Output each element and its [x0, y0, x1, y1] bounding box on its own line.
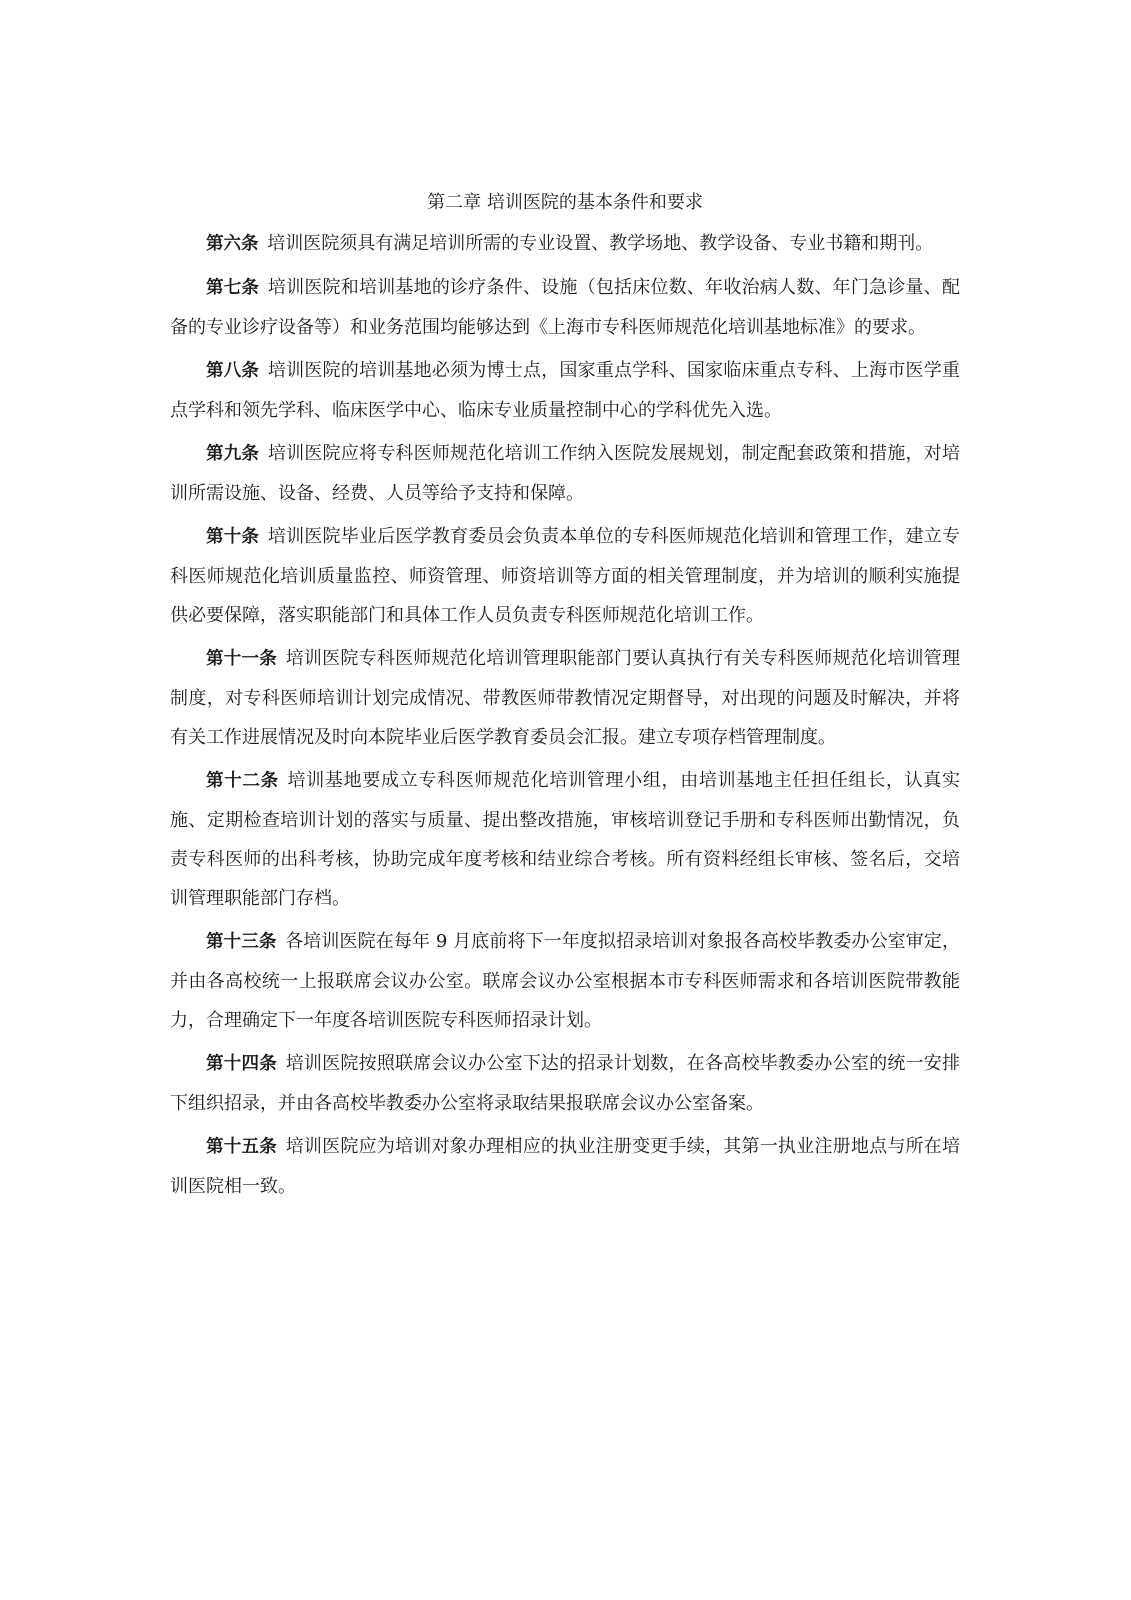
article-10: [170, 517, 960, 635]
article-number: 第十一条: [206, 649, 277, 669]
article-text: 培训医院应将专科医师规范化培训工作纳入医院发展规划，制定配套政策和措施，对培训所需设施、设备、经费、人员等给予支持和保障。: [170, 443, 960, 504]
article-12: [170, 761, 960, 918]
article-6: [170, 224, 960, 264]
article-number: 第十条: [206, 527, 260, 547]
article-text: 培训医院应为培训对象办理相应的执业注册变更手续，其第一执业注册地点与所在培训医院相一致。: [170, 1136, 961, 1197]
article-text: 培训医院按照联席会议办公室下达的招录计划数，在各高校毕教委办公室的统一安排下组织招录，并由各高校毕教委办公室将录取结果报联席会议办公室备案。: [170, 1053, 961, 1114]
article-number: 第十二条: [206, 771, 279, 791]
article-11: [170, 639, 960, 757]
article-8: [170, 351, 960, 430]
article-text: 培训医院须具有满足培训所需的专业设置、教学场地、教学设备、专业书籍和期刊。: [267, 233, 934, 254]
article-number: 第九条: [206, 444, 260, 464]
article-text: 培训基地要成立专科医师规范化培训管理小组，由培训基地主任担任组长，认真实施、定期检查培训计划的落实与质量、提出整改措施，审核培训登记手册和专科医师出勤情况，负责专科医师的出科考核，协助完成年度考核和结业综合考核。所有资料经组长审核、签名后，交培训管理职能部门存档。: [170, 770, 960, 909]
article-text: 培训医院专科医师规范化培训管理职能部门要认真执行有关专科医师规范化培训管理制度，对专科医师培训计划完成情况、带教医师带教情况定期督导，对出现的问题及时解决，并将有关工作进展情况及时向本院毕业后医学教育委员会汇报。建立专项存档管理制度。: [170, 648, 961, 748]
article-number: 第七条: [206, 278, 260, 298]
article-15: [170, 1127, 960, 1206]
document-body: [170, 183, 960, 1210]
article-text: 各培训医院在每年 9 月底前将下一年度拟招录培训对象报各高校毕教委办公室审定，并由各高校统一上报联席会议办公室。联席会议办公室根据本市专科医师需求和各培训医院带教能力，合理确定下一年度各培训医院专科医师招录计划。: [170, 931, 960, 1031]
article-number: 第十五条: [206, 1137, 277, 1157]
article-13: [170, 922, 960, 1040]
article-text: 培训医院的培训基地必须为博士点，国家重点学科、国家临床重点专科、上海市医学重点学科和领先学科、临床医学中心、临床专业质量控制中心的学科优先入选。: [170, 360, 960, 421]
article-text: 培训医院和培训基地的诊疗条件、设施（包括床位数、年收治病人数、年门急诊量、配备的专业诊疗设备等）和业务范围均能够达到《上海市专科医师规范化培训基地标准》的要求。: [170, 277, 960, 338]
article-14: [170, 1044, 960, 1123]
article-number: 第十三条: [206, 932, 277, 952]
article-7: [170, 268, 960, 347]
article-number: 第八条: [206, 361, 260, 381]
chapter-title: 第二章 培训医院的基本条件和要求: [427, 192, 703, 213]
article-number: 第十四条: [206, 1054, 277, 1074]
article-9: [170, 434, 960, 513]
article-text: 培训医院毕业后医学教育委员会负责本单位的专科医师规范化培训和管理工作，建立专科医师规范化培训质量监控、师资管理、师资培训等方面的相关管理制度，并为培训的顺利实施提供必要保障，落实职能部门和具体工作人员负责专科医师规范化培训工作。: [170, 526, 960, 626]
article-number: 第六条: [206, 234, 259, 254]
